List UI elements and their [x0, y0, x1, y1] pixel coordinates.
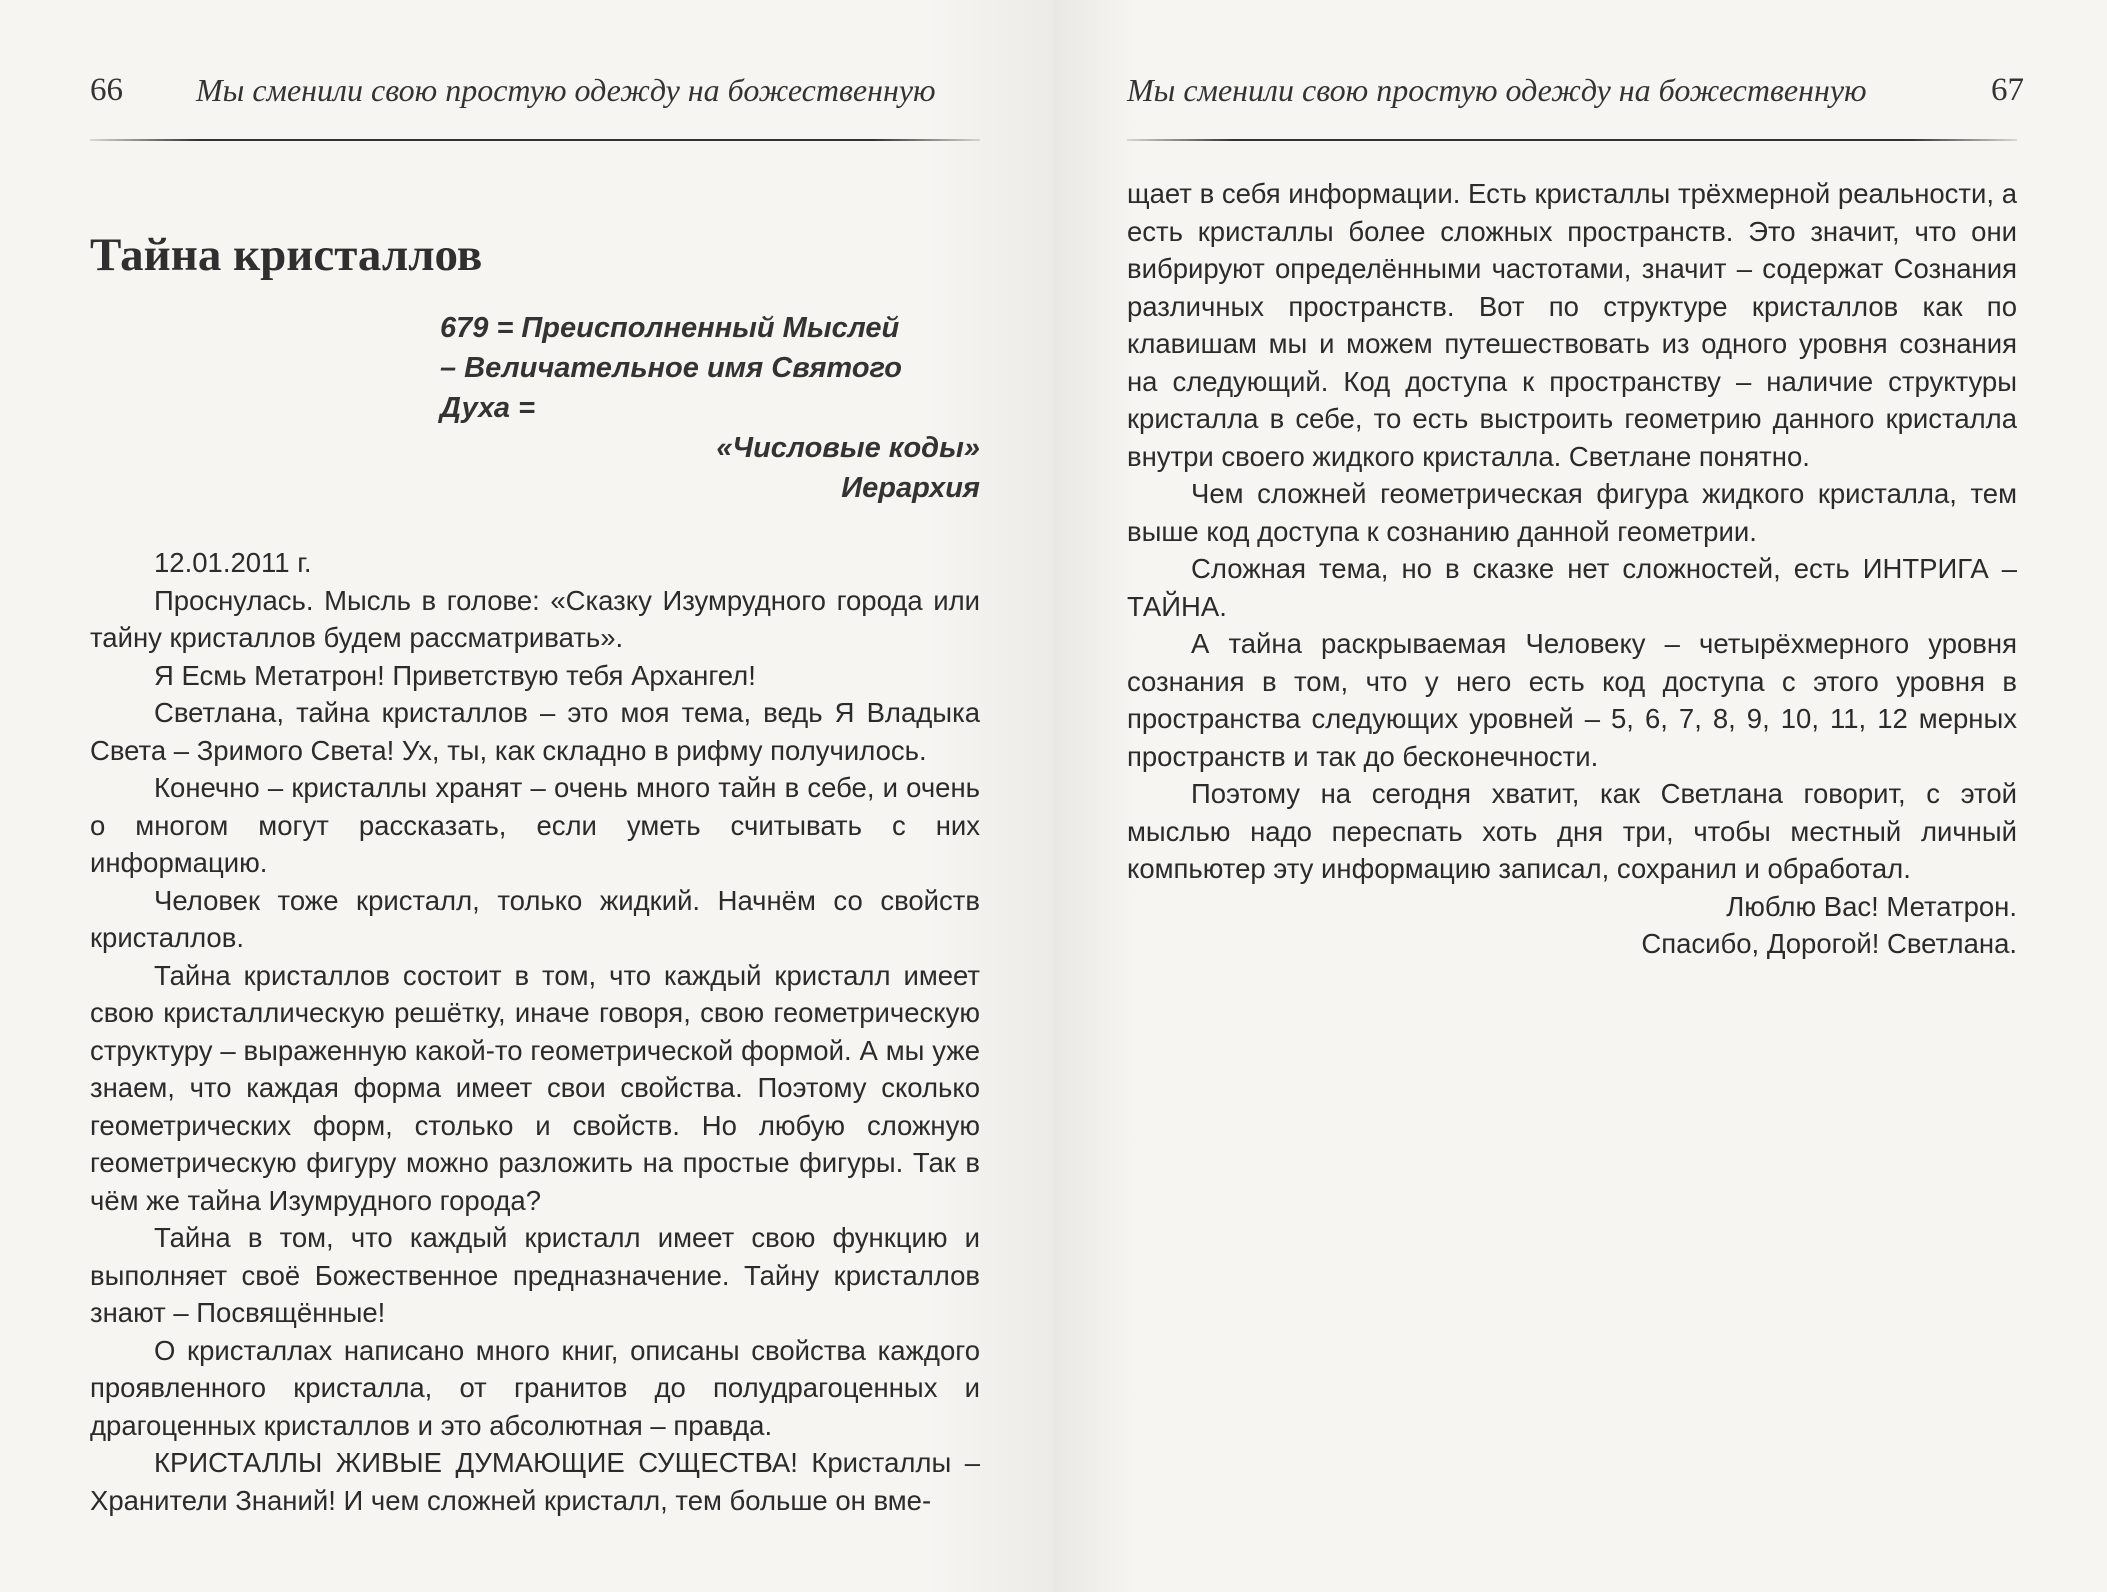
- epigraph-author: Иерархия: [841, 472, 980, 504]
- continuation-paragraph: щает в себя информации. Есть кристаллы трёхмерной реальности, а есть кристаллы более сложных пространств. Это значит, что они вибрируют определёнными частотами, значит – содержат Сознания различных пространств. Вот по структуре кристаллов как по клавишам мы и можем путешествовать из одного уровня сознания на следующий. Код доступа к пространству – наличие структуры кристалла в себе, то есть выстроить геометрию данного кристалла внутри своего жидкого кристалла. Светлане понятно.: [1127, 178, 2017, 472]
- epigraph-source: «Числовые коды»: [716, 432, 980, 464]
- left-body-text: [90, 544, 980, 1519]
- running-title: Мы сменили свою простую одежду на божественную: [196, 72, 936, 108]
- epigraph-line: 679 = Преисполненный Мыслей: [440, 312, 900, 344]
- paragraph: Тайна в том, что каждый кристалл имеет свою функцию и выполняет своё Божественное предназначение. Тайну кристаллов знают – Посвящённые!: [90, 1222, 980, 1328]
- header-rule: [90, 139, 980, 141]
- paragraph: Светлана, тайна кристаллов – это моя тема, ведь Я Владыка Света – Зримого Света! Ух, ты, как складно в рифму получилось.: [90, 697, 980, 766]
- paragraph: Проснулась. Мысль в голове: «Сказку Изумрудного города или тайну кристаллов будем рассматривать».: [90, 584, 980, 653]
- paragraph: КРИСТАЛЛЫ ЖИВЫЕ ДУМАЮЩИЕ СУЩЕСТВА! Кристаллы – Хранители Знаний! И чем сложней кристалл, тем больше он вме-: [90, 1447, 980, 1516]
- page-number: 66: [90, 72, 123, 108]
- paragraph: Сложная тема, но в сказке нет сложностей, есть ИНТРИГА – ТАЙНА.: [1127, 553, 2017, 622]
- paragraph: А тайна раскрываемая Человеку – четырёхмерного уровня сознания в том, что у него есть код доступа с этого уровня в пространства следующих уровней – 5, 6, 7, 8, 9, 10, 11, 12 мерных пространств и так до бесконечности.: [1127, 628, 2017, 772]
- page-number: 67: [1991, 72, 2024, 108]
- paragraph: Чем сложней геометрическая фигура жидкого кристалла, тем выше код доступа к сознанию данной геометрии.: [1127, 478, 2017, 547]
- paragraph: Поэтому на сегодня хватит, как Светлана говорит, с этой мыслью надо переспать хоть дня три, чтобы местный личный компьютер эту информацию записал, сохранил и обработал.: [1127, 778, 2017, 884]
- epigraph-line: – Величательное имя Святого: [440, 352, 903, 384]
- paragraph: Человек тоже кристалл, только жидкий. Начнём со свойств кристаллов.: [90, 884, 980, 953]
- paragraph: Тайна кристаллов состоит в том, что каждый кристалл имеет свою кристаллическую решётку, иначе говоря, свою геометрическую структуру – выраженную какой-то геометрической формой. А мы уже знаем, что каждая форма имеет свои свойства. Поэтому сколько геометрических форм, столько и свойств. Но любую сложную геометрическую фигуру можно разложить на простые фигуры. Так в чём же тайна Изумрудного города?: [90, 959, 980, 1216]
- date-paragraph: 12.01.2011 г.: [154, 547, 312, 578]
- chapter-title: Тайна кристаллов: [90, 229, 483, 281]
- left-page: [0, 0, 1053, 1592]
- right-body-text: [1127, 175, 2017, 963]
- epigraph: [440, 308, 980, 508]
- paragraph: Я Есмь Метатрон! Приветствую тебя Архангел!: [154, 659, 756, 691]
- paragraph: О кристаллах написано много книг, описаны свойства каждого проявленного кристалла, от гранитов до полудрагоценных и драгоценных кристаллов и это абсолютная – правда.: [90, 1334, 980, 1441]
- epigraph-line: Духа =: [440, 392, 536, 424]
- header-rule: [1127, 139, 2017, 141]
- signature-svetlana: Спасибо, Дорогой! Светлана.: [1641, 928, 2017, 959]
- running-title: Мы сменили свою простую одежду на божественную: [1127, 72, 1867, 108]
- signature-metatron: Люблю Вас! Метатрон.: [1726, 890, 2017, 922]
- right-page: [1053, 0, 2107, 1592]
- paragraph: Конечно – кристаллы хранят – очень много тайн в себе, и очень о многом могут рассказать, если уметь считывать с них информацию.: [90, 772, 980, 878]
